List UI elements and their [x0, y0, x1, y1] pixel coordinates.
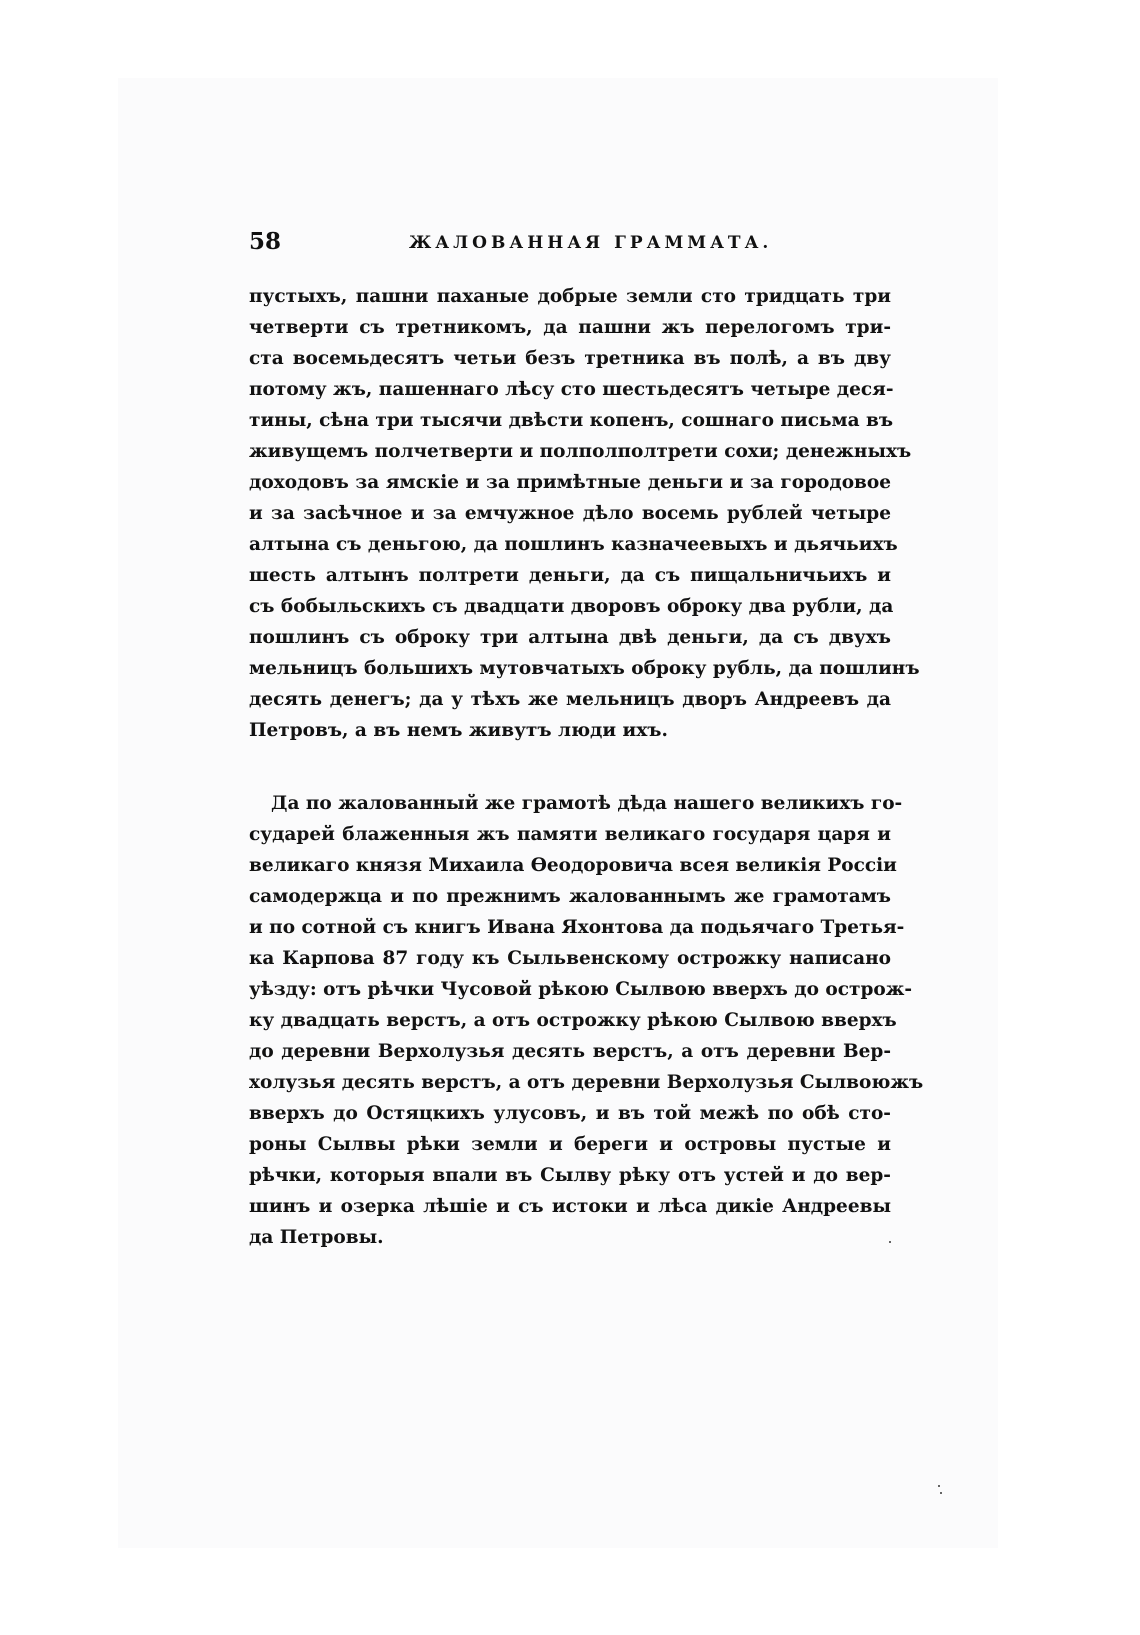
text-line: десять денегъ; да у тѣхъ же мельницъ дворъ Андреевъ да: [249, 689, 891, 710]
text-line: ку двадцать верстъ, а отъ острожку рѣкою Сылвою вверхъ: [249, 1010, 897, 1031]
scan-speck: [889, 1241, 891, 1243]
scan-speck: [940, 1492, 942, 1494]
text-line: пошлинъ съ оброку три алтына двѣ деньги, да съ двухъ: [249, 627, 891, 648]
text-line: рѣчки, которыя впали въ Сылву рѣку отъ устей и до вер-: [249, 1165, 891, 1186]
text-line: тины, сѣна три тысячи двѣсти копенъ, сошнаго письма въ: [249, 410, 894, 431]
text-line: холузья десять верстъ, а отъ деревни Верхолузья Сылвоюжъ: [249, 1072, 924, 1093]
text-line: потому жъ, пашеннаго лѣсу сто шестьдесятъ четыре деся-: [249, 379, 894, 400]
text-line: ста восемьдесятъ четьи безъ третника въ полѣ, а въ дву: [249, 348, 891, 369]
text-line: шесть алтынъ полтрети деньги, да съ пищальничьихъ и: [249, 565, 891, 586]
text-line: да Петровы.: [249, 1227, 384, 1248]
text-line: съ бобыльскихъ съ двадцати дворовъ оброку два рубли, да: [249, 596, 894, 617]
scan-speck: [938, 1485, 940, 1487]
text-line: Да по жалованный же грамотѣ дѣда нашего великихъ го-: [271, 793, 903, 814]
text-line: шинъ и озерка лѣшіе и съ истоки и лѣса дикіе Андреевы: [249, 1196, 891, 1217]
page-number: 58: [249, 228, 282, 255]
text-line: живущемъ полчетверти и полполполтрети сохи; денежныхъ: [249, 441, 912, 462]
text-line: до деревни Верхолузья десять верстъ, а отъ деревни Вер-: [249, 1041, 891, 1062]
running-header: [249, 228, 891, 268]
text-line: доходовъ за ямскіе и за примѣтные деньги и за городовое: [249, 472, 891, 493]
text-line: алтына съ деньгою, да пошлинъ казначеевыхъ и дьячьихъ: [249, 534, 898, 555]
text-line: самодержца и по прежнимъ жалованнымъ же грамотамъ: [249, 886, 891, 907]
text-line: пустыхъ, пашни паханые добрые земли сто тридцать три: [249, 286, 891, 307]
text-line: вверхъ до Остяцкихъ улусовъ, и въ той межѣ по обѣ сто-: [249, 1103, 891, 1124]
text-line: и за засѣчное и за емчужное дѣло восемь рублей четыре: [249, 503, 891, 524]
text-line: великаго князя Михаила Ѳеодоровича всея великія Россіи: [249, 855, 897, 876]
text-line: роны Сылвы рѣки земли и береги и островы пустые и: [249, 1134, 891, 1155]
paragraph-1: [249, 281, 920, 746]
text-line: ка Карпова 87 году къ Сыльвенскому острожку написано: [249, 948, 891, 969]
text-line: мельницъ большихъ мутовчатыхъ оброку рубль, да пошлинъ: [249, 658, 920, 679]
paragraph-2: [249, 788, 924, 1253]
text-line: Петровъ, а въ немъ живутъ люди ихъ.: [249, 720, 668, 741]
running-title: ЖАЛОВАННАЯ ГРАММАТА.: [409, 233, 773, 253]
text-line: сударей блаженныя жъ памяти великаго государя царя и: [249, 824, 891, 845]
text-line: уѣзду: отъ рѣчки Чусовой рѣкою Сылвою вверхъ до острож-: [249, 979, 913, 1000]
text-line: и по сотной съ книгъ Ивана Яхонтова да подьячаго Третья-: [249, 917, 905, 938]
text-line: четверти съ третникомъ, да пашни жъ перелогомъ три-: [249, 317, 891, 338]
